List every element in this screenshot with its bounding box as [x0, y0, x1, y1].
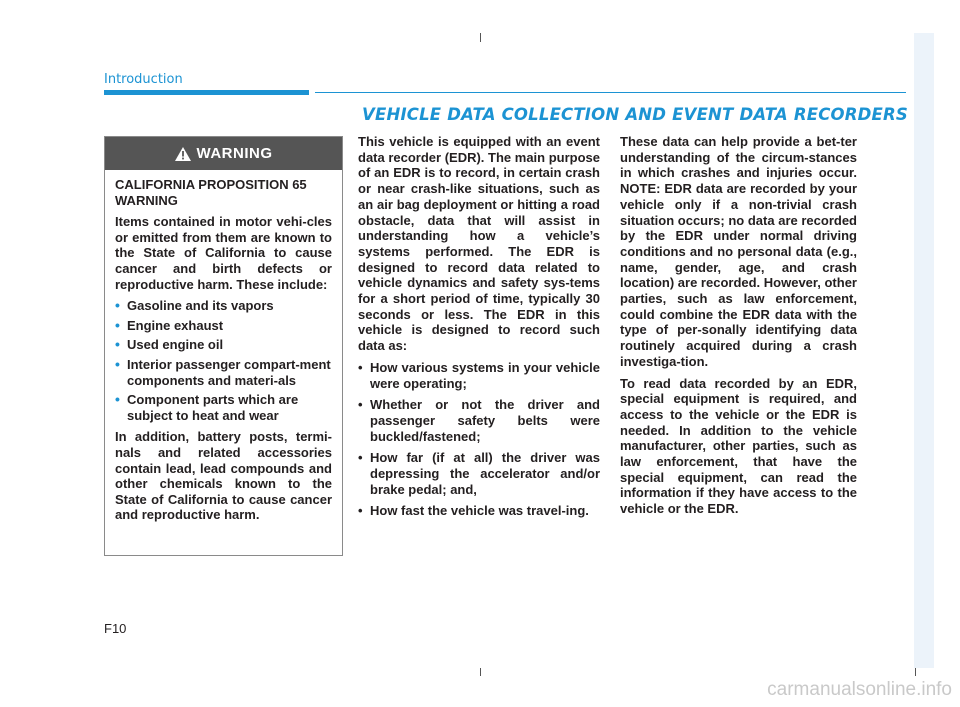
warning-label: WARNING: [196, 145, 273, 162]
list-item: • How fast the vehicle was travel-ing.: [358, 503, 600, 519]
list-item: • Component parts which are subject to heat and wear: [115, 392, 332, 423]
section-rule-thick: [104, 90, 309, 95]
page-edge-strip: [914, 33, 934, 668]
list-item: • Interior passenger compart-ment components and materi-als: [115, 357, 332, 388]
warning-outro: In addition, battery posts, termi-nals and related accessories contain lead, lead compounds and other chemicals known to the State of California to cause cancer and reproductive harm.: [115, 429, 332, 523]
page-heading: VEHICLE DATA COLLECTION AND EVENT DATA RECORDERS: [362, 105, 909, 124]
warning-header: [105, 137, 342, 170]
section-rule-thin: [315, 92, 906, 93]
edr-paragraph-1: These data can help provide a bet-ter understanding of the circum-stances in which crashes and injuries occur. NOTE: EDR data are recorded by your vehicle only if a non-trivial crash situation occurs; no data are recorded by the EDR under normal driving conditions and no personal data (e.g., name, gender, age, and crash location) are recorded. However, other parties, such as law enforcement, could combine the EDR data with the type of per-sonally identifying data routinely acquired during a crash investiga-tion.: [620, 134, 857, 369]
list-item: • Gasoline and its vapors: [115, 298, 332, 314]
crop-mark: [480, 668, 481, 676]
warning-triangle-icon: [175, 147, 191, 161]
list-item: • Used engine oil: [115, 337, 332, 353]
crop-mark: [480, 33, 481, 42]
watermark: carmanualsonline.info: [767, 679, 952, 700]
edr-paragraph: This vehicle is equipped with an event data recorder (EDR). The main purpose of an EDR is to record, in certain crash or near crash-like situations, such as an air bag deployment or hitting a road obstacle, data that will assist in understanding how a vehicle’s systems performed. The EDR is designed to record data related to vehicle dynamics and safety sys-tems for a short period of time, typically 30 seconds or less. The EDR in this vehicle is designed to record such data as:: [358, 134, 600, 354]
edr-paragraph-2: To read data recorded by an EDR, special equipment is required, and access to the vehicle or the EDR is needed. In addition to the vehicle manufacturer, other parties, such as law enforcement, that have the special equipment, can read the information if they have access to the vehicle or the EDR.: [620, 375, 857, 517]
crop-mark: [915, 668, 916, 676]
list-item: • Whether or not the driver and passenger safety belts were buckled/fastened;: [358, 397, 600, 444]
list-item: • How various systems in your vehicle were operating;: [358, 360, 600, 391]
list-item: • How far (if at all) the driver was depressing the accelerator and/or brake pedal; and,: [358, 450, 600, 497]
warning-body: [105, 170, 342, 523]
edr-data-list: [358, 360, 600, 519]
page-number: F10: [104, 621, 127, 636]
list-item: • Engine exhaust: [115, 318, 332, 334]
warning-title: CALIFORNIA PROPOSITION 65 WARNING: [115, 177, 307, 208]
warning-list: [115, 298, 332, 423]
warning-intro: Items contained in motor vehi-cles or emitted from them are known to the State of California to cause cancer and birth defects or reproductive harm. These include:: [115, 214, 332, 292]
warning-box: [104, 136, 343, 556]
section-label: Introduction: [104, 72, 183, 87]
edr-column-2: [358, 134, 600, 525]
edr-column-3: [620, 134, 857, 523]
